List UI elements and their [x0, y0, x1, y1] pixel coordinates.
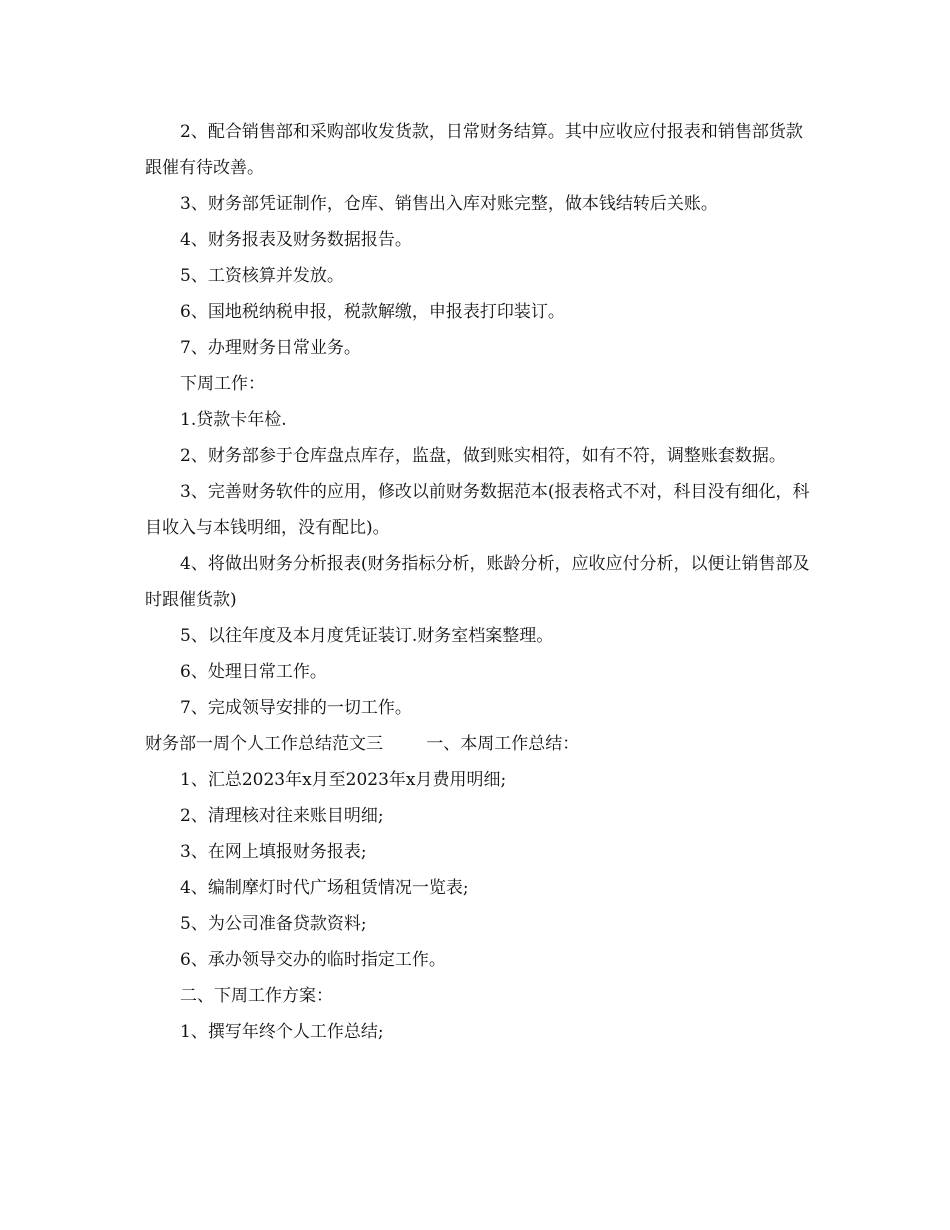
paragraph: 4、财务报表及财务数据报告。 — [180, 230, 412, 250]
paragraph: 4、编制摩灯时代广场租赁情况一览表; — [180, 878, 469, 898]
section-label: 下周工作： — [180, 374, 265, 394]
paragraph: 2、配合销售部和采购部收发货款，日常财务结算。其中应收应付报表和销售部货款跟催有待改善。 — [145, 122, 803, 178]
section-heading: 财务部一周个人工作总结范文三 一、本周工作总结： — [145, 734, 580, 754]
document-body — [145, 114, 810, 1050]
paragraph: 3、完善财务软件的应用，修改以前财务数据范本(报表格式不对，科目没有细化，科目收入与本钱明细，没有配比)。 — [145, 482, 810, 538]
paragraph: 6、国地税纳税申报，税款解缴，申报表打印装订。 — [180, 302, 565, 322]
paragraph: 5、为公司准备贷款资料; — [180, 914, 367, 934]
paragraph: 1、撰写年终个人工作总结; — [180, 1022, 384, 1042]
paragraph: 5、工资核算并发放。 — [180, 266, 344, 286]
paragraph: 2、清理核对往来账目明细; — [180, 806, 384, 826]
section-label: 二、下周工作方案： — [180, 986, 333, 1006]
paragraph: 1.贷款卡年检. — [180, 410, 287, 430]
paragraph: 3、在网上填报财务报表; — [180, 842, 367, 862]
paragraph: 6、承办领导交办的临时指定工作。 — [180, 950, 446, 970]
paragraph: 6、处理日常工作。 — [180, 662, 327, 682]
paragraph: 2、财务部参于仓库盘点库存，监盘，做到账实相符，如有不符，调整账套数据。 — [180, 446, 786, 466]
paragraph: 7、办理财务日常业务。 — [180, 338, 361, 358]
paragraph: 1、汇总2023年x月至2023年x月费用明细; — [180, 770, 507, 790]
paragraph: 7、完成领导安排的一切工作。 — [180, 698, 412, 718]
paragraph: 5、以往年度及本月度凭证装订.财务室档案整理。 — [180, 626, 554, 646]
paragraph: 4、将做出财务分析报表(财务指标分析，账龄分析，应收应付分析，以便让销售部及时跟催货款) — [145, 554, 810, 610]
paragraph: 3、财务部凭证制作，仓库、销售出入库对账完整，做本钱结转后关账。 — [180, 194, 718, 214]
